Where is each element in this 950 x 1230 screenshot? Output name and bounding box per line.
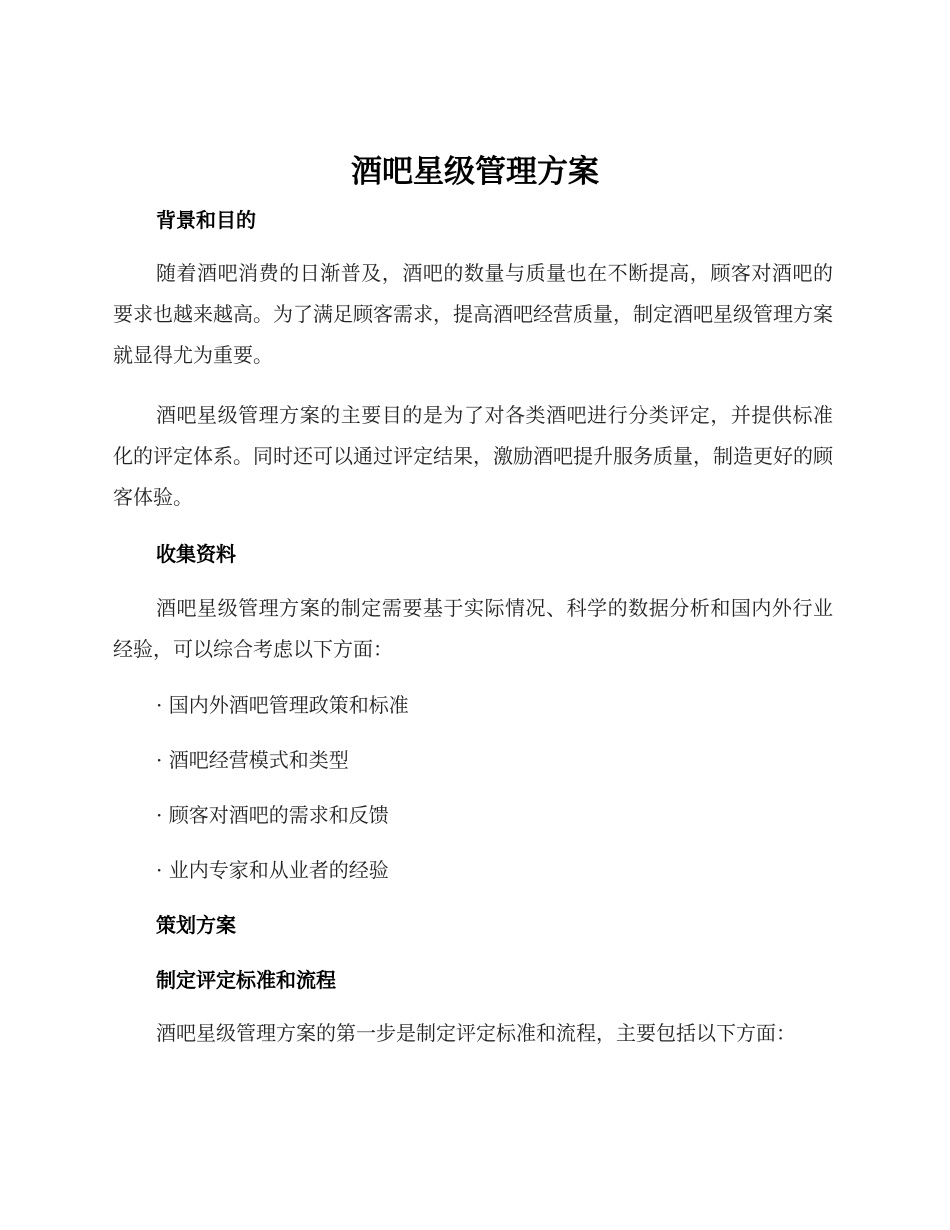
heading-collect: 收集资料	[156, 542, 236, 566]
paragraph-planning: 酒吧星级管理方案的第一步是制定评定标准和流程，主要包括以下方面：	[156, 1021, 796, 1045]
document-title: 酒吧星级管理方案	[351, 154, 599, 190]
bullet-item: · 业内专家和从业者的经验	[156, 858, 389, 882]
paragraph-background-1: 随着酒吧消费的日渐普及，酒吧的数量与质量也在不断提高，顾客对酒吧的要求也越来越高。为了满足顾客需求，提高酒吧经营质量，制定酒吧星级管理方案就显得尤为重要。	[113, 261, 833, 367]
bullet-item: · 酒吧经营模式和类型	[156, 748, 349, 772]
paragraph-collect: 酒吧星级管理方案的制定需要基于实际情况、科学的数据分析和国内外行业经验，可以综合考虑以下方面：	[113, 596, 833, 661]
heading-background: 背景和目的	[156, 208, 256, 232]
heading-planning: 策划方案	[156, 913, 236, 937]
paragraph-background-2: 酒吧星级管理方案的主要目的是为了对各类酒吧进行分类评定，并提供标准化的评定体系。同时还可以通过评定结果，激励酒吧提升服务质量，制造更好的顾客体验。	[113, 403, 833, 509]
subheading-criteria: 制定评定标准和流程	[156, 968, 336, 992]
bullet-item: · 顾客对酒吧的需求和反馈	[156, 803, 389, 827]
bullet-item: · 国内外酒吧管理政策和标准	[156, 693, 409, 717]
